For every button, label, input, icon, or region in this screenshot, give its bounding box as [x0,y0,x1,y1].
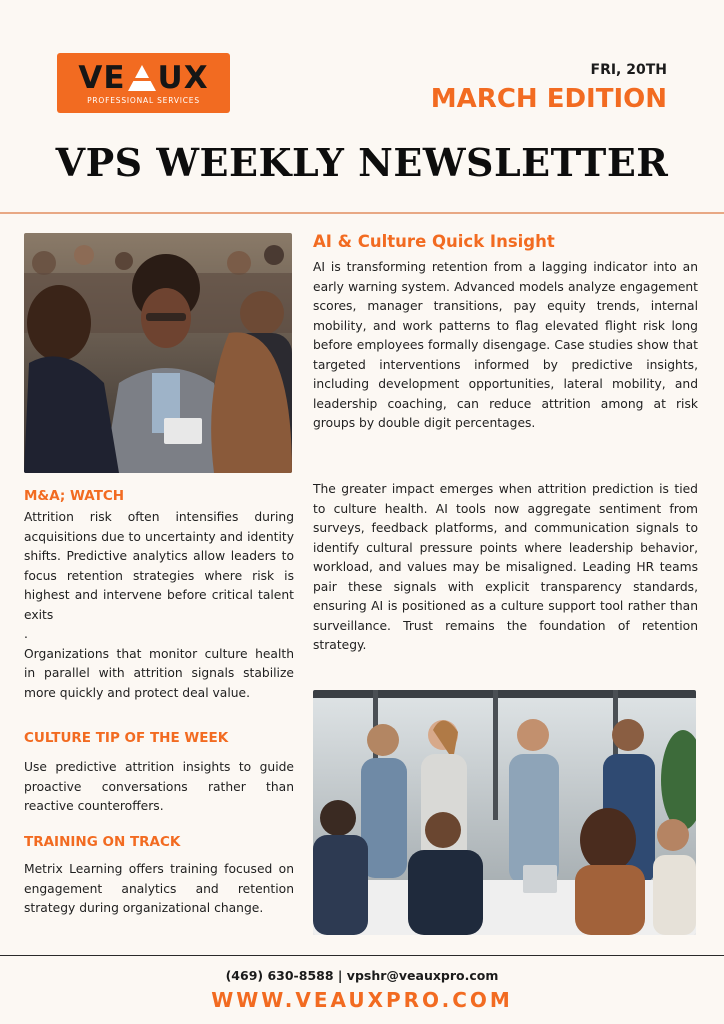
footer-website-link[interactable]: WWW.VEAUXPRO.COM [211,988,513,1012]
footer-contact: (469) 630-8588 | vpshr@veauxpro.com [225,968,499,983]
mna-separator-dot: . [24,627,28,641]
training-heading: TRAINING ON TRACK [24,834,181,850]
issue-date: FRI, 20TH [590,62,667,78]
ai-culture-heading: AI & Culture Quick Insight [313,232,555,251]
footer-divider [0,955,724,956]
logo-word-left: VE [78,59,126,96]
mna-watch-body [24,508,294,703]
mna-watch-heading: M&A; WATCH [24,488,125,504]
mna-paragraph-1: Attrition risk often intensifies during acquisitions due to uncertainty and identity shifts. Predictive analytics allow leaders to focus retention strategies where risk is highest and intervene before critical talent exits [24,510,294,622]
training-body: Metrix Learning offers training focused on engagement analytics and retention strategy during organizational change. [24,862,294,915]
photo-networking-event [24,233,292,473]
culture-tip-heading: CULTURE TIP OF THE WEEK [24,730,229,746]
newsletter-title: VPS WEEKLY NEWSLETTER [55,140,669,185]
ai-culture-paragraph-1: AI is transforming retention from a lagging indicator into an early warning system. Advanced models analyze engagement scores, manager transitions, pay equity trends, internal mobility, and work patterns to flag elevated flight risk long before employees formally disengage. Case studies show that targeted interventions informed by predictive insights, including development opportunities, lateral mobility, and leadership coaching, can reduce attrition among at risk groups by double digit percentages. [313,260,698,430]
ai-culture-paragraph-2: The greater impact emerges when attrition prediction is tied to culture health. AI tools now aggregate sentiment from surveys, feedback platforms, and communication signals to identify cultural pressure points where leadership behavior, workload, and values may be misaligned. Leading HR teams pair these signals with explicit transparency standards, ensuring AI is positioned as a culture support tool rather than surveillance. Trust remains the foundation of retention strategy. [313,482,698,652]
edition-label: MARCH EDITION [430,84,667,114]
company-logo [57,53,230,113]
logo-subtitle: PROFESSIONAL SERVICES [87,95,200,105]
header-divider [0,212,724,214]
logo-word-right: UX [157,59,209,96]
culture-tip-body: Use predictive attrition insights to guide proactive conversations rather than reactive counteroffers. [24,760,294,813]
logo-a-triangle-icon [128,65,156,91]
photo-team-meeting [313,690,696,935]
mna-paragraph-2: Organizations that monitor culture health in parallel with attrition signals stabilize more quickly and protect deal value. [24,646,294,700]
logo-wordmark [78,59,209,96]
